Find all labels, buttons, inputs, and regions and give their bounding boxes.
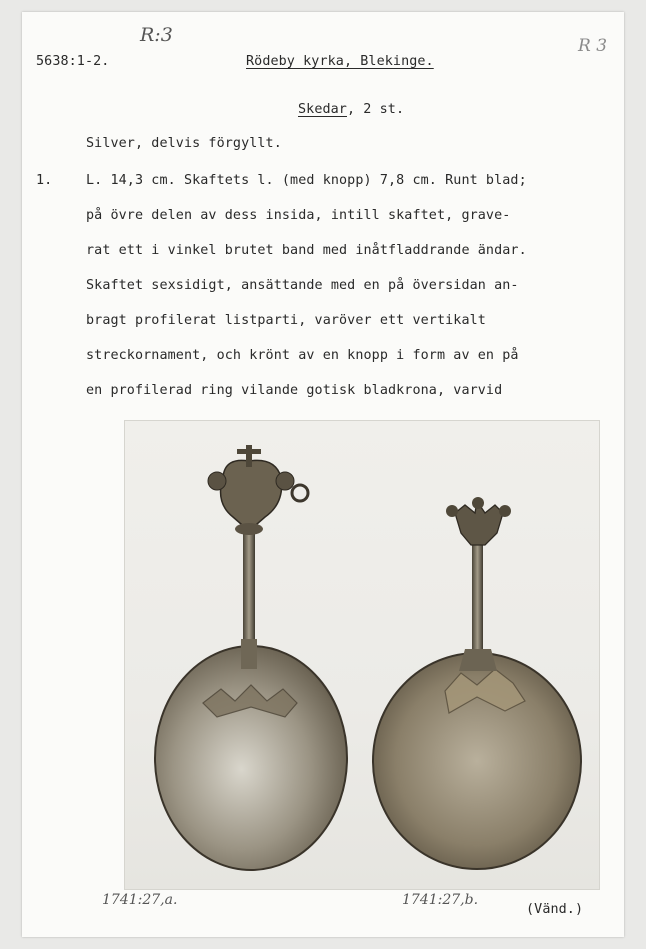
- right-spoon: [373, 497, 581, 869]
- description-line-5: bragt profilerat listparti, varöver ett vertikalt: [86, 313, 486, 328]
- description-line-7: en profilerad ring vilande gotisk bladkrona, varvid: [86, 383, 503, 398]
- description-line-2: på övre delen av dess insida, intill skaftet, grave-: [86, 208, 511, 223]
- object-title: Skedar: [298, 102, 347, 117]
- item-number: 1.: [36, 173, 53, 188]
- material-line: Silver, delvis förgyllt.: [86, 136, 282, 151]
- description-line-6: streckornament, och krönt av en knopp i form av en på: [86, 348, 519, 363]
- turn-over-note: (Vänd.): [526, 902, 584, 917]
- description-line-4: Skaftet sexsidigt, ansättande med en på översidan an-: [86, 278, 519, 293]
- handwritten-code-right: R 3: [578, 36, 608, 56]
- description-line-1: L. 14,3 cm. Skaftets l. (med knopp) 7,8 cm. Runt blad;: [86, 173, 527, 188]
- object-heading: [298, 102, 404, 117]
- left-spoon: [155, 445, 347, 870]
- spoons-photograph: [124, 420, 600, 890]
- location-title: Rödeby kyrka, Blekinge.: [246, 54, 434, 69]
- photo-label-left: 1741:27,a.: [102, 892, 178, 908]
- description-line-3: rat ett i vinkel brutet band med inåtfladdrande ändar.: [86, 243, 527, 258]
- catalog-number: 5638:1-2.: [36, 54, 110, 69]
- object-count: , 2 st.: [346, 102, 405, 117]
- photo-label-right: 1741:27,b.: [402, 892, 479, 908]
- handwritten-code-top: R:3: [140, 24, 173, 46]
- catalog-card: [22, 12, 624, 937]
